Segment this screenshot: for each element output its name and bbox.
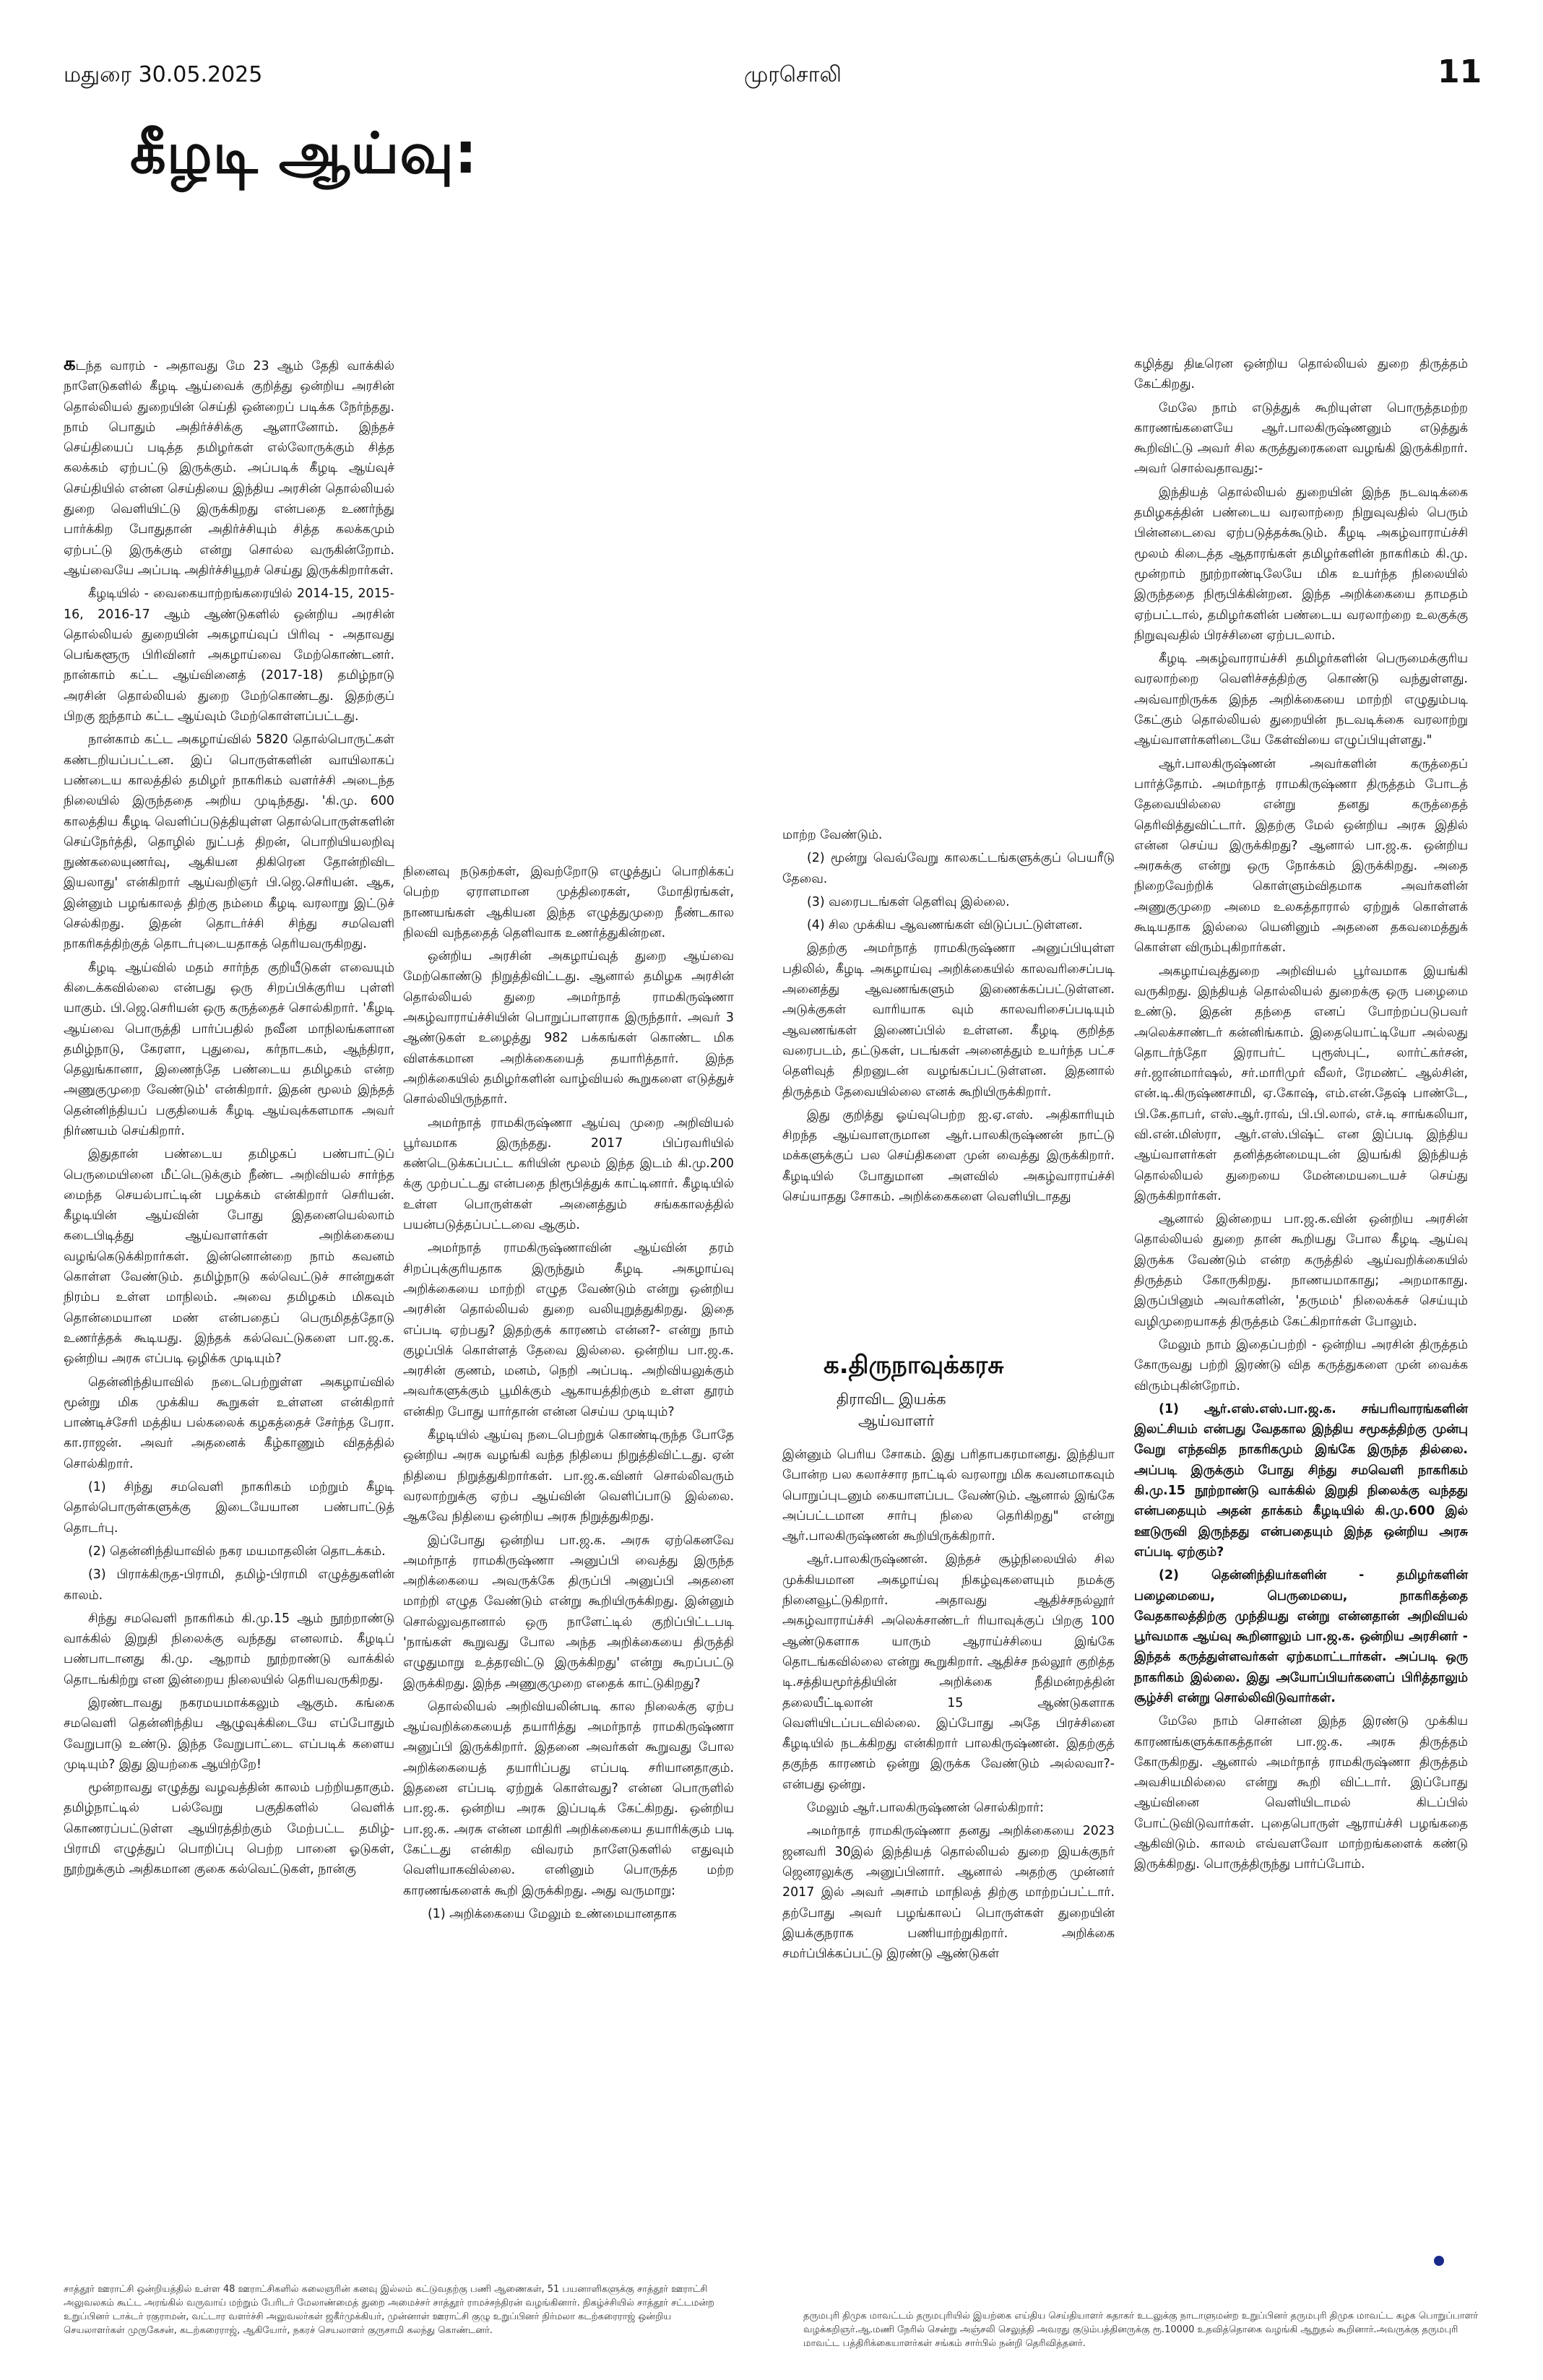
paragraph: கீழடியில் - வைகையாற்றங்கரையில் 2014-15, 2015-16, 2016-17 ஆம் ஆண்டுகளில் ஒன்றிய அரசின் தொல்லியல் துறையின் அகழாய்வுப் பிரிவு - அதாவது பெங்களூரு பிரிவினர் அகழாய்வை மேற்கொண்டனர். நான்காம் கட்ட ஆய்வினைத் (2017-18) தமிழ்நாடு அரசின் தொல்லியல் துறை மேற்கொண்டது. இதற்குப் பிறகு ஐந்தாம் கட்ட ஆய்வும் மேற்கொள்ளப்பட்டது. [64, 587, 394, 724]
article-column-2 [403, 862, 734, 1927]
paragraph: இப்போது ஒன்றிய பா.ஜ.க. அரசு ஏற்கெனவே அமர்நாத் ராமகிருஷ்ணா அனுப்பி வைத்து இருந்த அறிக்கையை அவருக்கே திருப்பி அனுப்பி அதனை மாற்றி எழுத வேண்டும் என்று கூறியிருக்கிறது. இன்னும் சொல்லுவதானால் ஒரு நாளேட்டில் குறிப்பிட்டபடி 'நாங்கள் கூறுவது போல அந்த அறிக்கையை திருத்தி எழுதுமாறு உத்தரவிட்டு இருக்கிறது' என்று கூறப்பட்டு இருக்கிறது. இந்த அணுகுமுறை எதைக் காட்டுகிறது? [403, 1533, 734, 1691]
paragraph: மூன்றாவது எழுத்து வழவத்தின் காலம் பற்றியதாகும். தமிழ்நாட்டில் பல்வேறு பகுதிகளில் வெளிக் கொணரப்பட்டுள்ள ஆயிரத்திற்கும் மேற்பட்ட தமிழ்-பிராமி எழுத்துப் பொறிப்பு பெற்ற பானை ஓடுகள், நூற்றுக்கும் அதிகமான குகை கல்வெட்டுகள், நான்கு [64, 1780, 394, 1877]
page-number: 11 [1438, 53, 1482, 90]
article-column-4 [1134, 354, 1468, 1878]
paragraph: கீழடியில் ஆய்வு நடைபெற்றுக் கொண்டிருந்த போதே ஒன்றிய அரசு வழங்கி வந்த நிதியை நிறுத்திவிட்டது. ஏன் நிதியை நிறுத்துகிறார்கள். பா.ஜ.க.வினர் சொல்லிவரும் வரலாற்றுக்கு ஏற்ப ஆய்வின் வெளிப்பாடு இல்லை. ஆகவே நிதியை ஒன்றிய அரசு நிறுத்துகிறது. [403, 1428, 734, 1525]
paragraph: இன்னும் பெரிய சோகம். இது பரிதாபகரமானது. இந்தியா போன்ற பல கலாச்சார நாட்டில் வரலாறு மிக கவனமாகவும் பொறுப்புடனும் கையாளப்பட வேண்டும். ஆனால் இங்கே அப்பட்டமான சார்பு நிலை தெரிகிறது" என்று ஆர்.பாலகிருஷ்ணன் கூறியிருக்கிறார். [782, 1448, 1115, 1544]
paragraph: (3) பிராக்கிருத-பிராமி, தமிழ்-பிராமி எழுத்துகளின் காலம். [64, 1567, 394, 1603]
paragraph: மேலே நாம் எடுத்துக் கூறியுள்ள பொருத்தமற்ற காரணங்களையே ஆர்.பாலகிருஷ்ணனும் எடுத்துக் கூறிவிட்டு அவர் சில கருத்துரைகளை வழங்கி இருக்கிறார். அவர் சொல்வதாவது:- [1134, 400, 1468, 477]
article-title: கீழடி ஆய்வு: [130, 121, 478, 186]
author-name: க.திருநாவுக்கரசு [824, 1351, 1004, 1380]
paragraph: இது குறித்து ஓய்வுபெற்ற ஐ.ஏ.எஸ். அதிகாரியும் சிறந்த ஆய்வாளருமான ஆர்.பாலகிருஷ்ணன் நாட்டு மக்களுக்குப் பல செய்திகளை முன் வைத்து இருக்கிறார். கீழடியில் போதுமான அளவில் அகழ்வாராய்ச்சி செய்யாதது சோகம். அறிக்கைகளை வெளியிடாதது [782, 1107, 1115, 1205]
paragraph: இதற்கு அமர்நாத் ராமகிருஷ்ணா அனுப்பியுள்ள பதிலில், கீழடி அகழாய்வு அறிக்கையில் காலவரிசைப்படி அனைத்து ஆவணங்களும் இணைக்கப்பட்டுள்ளன. அடுக்குகள் வாரியாக வும் காலவரிசைப்படியும் ஆவணங்கள் இணைப்பில் உள்ளன. கீழடி குறித்த வரைபடம், தட்டுகள், படங்கள் அனைத்தும் உயர்ந்த பட்ச தெளிவுத் திறனுடன் வழங்கப்பட்டுள்ளன. இதனால் திருத்தம் தேவையில்லை எனக் கூறியிருக்கிறார். [782, 941, 1115, 1099]
paragraph: ஆர்.பாலகிருஷ்ணன் அவர்களின் கருத்தைப் பார்த்தோம். அமர்நாத் ராமகிருஷ்ணா திருத்தம் போடத் தேவையில்லை என்று தனது கருத்தைத் தெரிவித்துவிட்டார். இதற்கு மேல் ஒன்றிய அரசு இதில் என்ன செய்ய இருக்கிறது? ஆனால் பா.ஜ.க. ஒன்றிய அரசுக்கு என்று ஒரு நோக்கம் இருக்கிறது. அதை நிறைவேற்றிக் கொள்ளும்விதமாக அவர்களின் அணுகுமுறை அமை உலகத்தாரால் ஏற்றுக் கொள்ளக் கூடியதாக இல்லை யெனினும் அதனை தகவமைத்துக் கொள்ள விரும்புகிறார்கள். [1134, 756, 1468, 956]
paragraph: அகழாய்வுத்துறை அறிவியல் பூர்வமாக இயங்கி வருகிறது. இந்தியத் தொல்லியல் துறைக்கு ஒரு பழைமை உண்டு. இதன் தந்தை எனப் போற்றப்படுபவர் அலெக்சாண்டர் கன்னிங்காம். இதையொட்டியோ அல்லது தொடர்ந்தோ இராபர்ட் புரூஸ்புட், லார்ட்கர்சன், சர்.ஜான்மார்ஷல், சர்.மாரிமுர் வீலர், ரேமண்ட் ஆல்சின், என்.டி.கிருஷ்ணசாமி, ஏ.கோஷ், எம்.என்.தேஷ் பாண்டே, பி.கே.தாபர், எஸ்.ஆர்.ராவ், பி.பி.லால், எச்.டி சாங்கலியா, வி.என்.மிஸ்ரா, ஆர்.எஸ்.பிஷ்ட் என இப்படி இந்திய ஆய்வாளர்கள் தனித்தன்மையுடன் இயங்கி இந்தியத் தொல்லியல் துறையை மேன்மையடையச் செய்து இருக்கிறார்கள். [1134, 964, 1468, 1203]
paragraph: இந்தியத் தொல்லியல் துறையின் இந்த நடவடிக்கை தமிழகத்தின் பண்டைய வரலாற்றை நிறுவுவதில் பெரும் பின்னடைவை ஏற்படுத்தக்கூடும். கீழடி அகழ்வாராய்ச்சி மூலம் கிடைத்த ஆதாரங்கள் தமிழர்களின் நாகரிகம் கி.மு. மூன்றாம் நூற்றாண்டிலேயே மிக உயர்ந்த நிலையில் இருந்ததை நிரூபிக்கின்றன. இந்த அறிக்கையை தாமதம் ஏற்பட்டால், தமிழர்களின் பண்டைய வரலாற்றை உலகுக்கு நிறுவுவதில் பிரச்சினை ஏற்படலாம். [1134, 485, 1468, 643]
paragraph: (3) வரைபடங்கள் தெளிவு இல்லை. [807, 894, 1010, 909]
paragraph: அமர்நாத் ராமகிருஷ்ணா ஆய்வு முறை அறிவியல் பூர்வமாக இருந்தது. 2017 பிப்ரவரியில் கண்டெடுக்கப்பட்ட கரியின் மூலம் இந்த இடம் கி.மு.200 க்கு முற்பட்டது என்பதை நிரூபித்துக் காட்டினார். கீழடியில் உள்ள பொருள்கள் அனைத்தும் சங்ககாலத்தில் பயன்படுத்தப்பட்டவை ஆகும். [403, 1115, 734, 1233]
paragraph: அமர்நாத் ராமகிருஷ்ணா தனது அறிக்கையை 2023 ஜனவரி 30இல் இந்தியத் தொல்லியல் துறை இயக்குநர் ஜெனரலுக்கு அனுப்பினார். ஆனால் அதற்கு முன்னர் 2017 இல் அவர் அசாம் மாநிலத் திற்கு மாற்றப்பட்டார். தற்போது அவர் பழங்காலப் பொருள்கள் துறையின் இயக்குநராக பணியாற்றுகிறார். அறிக்கை சமர்ப்பிக்கப்பட்டு இரண்டு ஆண்டுகள் [782, 1824, 1115, 1962]
paragraph: மேலே நாம் சொன்ன இந்த இரண்டு முக்கிய காரணங்களுக்காகத்தான் பா.ஜ.க. அரசு திருத்தம் கோருகிறது. ஆனால் அமர்நாத் ராமகிருஷ்ணா திருத்தம் அவசியமில்லை என்று கூறி விட்டார். இப்போது ஆய்வினை வெளியிடாமல் கிடப்பில் போட்டுவிடுவார்கள். புதைபொருள் ஆராய்ச்சி பழங்கதை ஆகிவிடும். காலம் எவ்வளவோ மாற்றங்களைக் கண்டு இருக்கிறது. பொருத்திருந்து பார்ப்போம். [1134, 1714, 1468, 1872]
paragraph: ஆனால் இன்றைய பா.ஜ.க.வின் ஒன்றிய அரசின் தொல்லியல் துறை தான் கூறியது போல கீழடி ஆய்வு இருக்க வேண்டும் என்ற கருத்தில் ஆய்வறிக்கையில் திருத்தம் கோருகிறது. நாணயமாகாது; அறமாகாது. இருப்பினும் அவர்களின், 'தருமம்' நிலைக்கச் செய்யும் வழிமுறையாகத் திருத்தம் கேட்கிறார்கள் போலும். [1134, 1212, 1468, 1329]
paragraph: கழித்து திடீரென ஒன்றிய தொல்லியல் துறை திருத்தம் கேட்கிறது. [1134, 357, 1468, 392]
paragraph: தென்னிந்தியாவில் நடைபெற்றுள்ள அகழாய்வில் மூன்று மிக முக்கிய கூறுகள் உள்ளன என்கிறார் பாண்டிச்சேரி மத்திய பல்கலைக் கழகத்தைச் சேர்ந்த பேரா. கா.ராஜன். அவர் அதனைக் கீழ்காணும் விதத்தில் சொல்கிறார். [64, 1375, 394, 1471]
paragraph: மேலும் ஆர்.பாலகிருஷ்ணன் சொல்கிறார்: [807, 1801, 1045, 1816]
article-end-dot-icon [1434, 2256, 1444, 2266]
paragraph: தொல்லியல் அறிவியலின்படி கால நிலைக்கு ஏற்ப ஆய்வறிக்கையைத் தயாரித்து அமர்நாத் ராமகிருஷ்ணா அனுப்பி இருக்கிறார். இதனை அவர்கள் கூறுவது போல அறிக்கையைத் தயாரிப்பது எப்படி சரியானதாகும். இதனை எப்படி ஏற்றுக் கொள்வது? என்ன பொருளில் பா.ஜ.க. ஒன்றிய அரசு இப்படிக் கேட்கிறது. ஒன்றிய பா.ஜ.க. அரசு என்ன மாதிரி அறிக்கையை தயாரிக்கும் படி கேட்டது என்கிற விவரம் நாளேடுகளில் எதுவும் வெளியாகவில்லை. எனினும் பொருத்த மற்ற காரணங்களைக் கூறி இருக்கிறது. அது வருமாறு: [403, 1699, 734, 1898]
paragraph-text: டந்த வாரம் - அதாவது மே 23 ஆம் தேதி வாக்கில் நாளேடுகளில் கீழடி ஆய்வைக் குறித்து ஒன்றிய அரசின் தொல்லியல் துறையின் செய்தி ஒன்றைப் படிக்க நேர்ந்தது. நாம் பொதும் அதிர்ச்சிக்கு ஆளானோம். இந்தச் செய்தியைப் படித்த தமிழர்கள் எல்லோருக்கும் சித்த கலக்கம் ஏற்பட்டு இருக்கும். அப்படிக் கீழடி ஆய்வுச் செய்தியில் என்ன செய்தியை இந்திய அரசின் தொல்லியல் துறை வெளியிட்டு இருக்கிறது என்பதை உணர்ந்து பார்க்கிற போதுதான் அதிர்ச்சியும் சித்த கலக்கமும் ஏற்பட்டு இருக்கும் என்று சொல்ல வருகின்றோம். ஆய்வையே அப்படி அதிர்ச்சியூறச் செய்து இருக்கிறார்கள். [64, 359, 394, 578]
paragraph: (4) சில முக்கிய ஆவணங்கள் விடுப்பட்டுள்ளன. [807, 918, 1083, 933]
author-role [837, 1388, 1003, 1432]
paragraph: ஒன்றிய அரசின் அகழாய்வுத் துறை ஆய்வை மேற்கொண்டு நிறுத்திவிட்டது. ஆனால் தமிழக அரசின் தொல்லியல் துறை அமர்நாத் ராமகிருஷ்ணா அகழ்வாராய்ச்சியின் பொறுப்பாளராக இருந்தார். அவர் 3 ஆண்டுகள் உழைத்து 982 பக்கங்கள் கொண்ட மிக விளக்கமான அறிக்கையைத் தயாரித்தார். இந்த அறிக்கையில் தமிழர்களின் வாழ்வியல் கூறுகளை எடுத்துச் சொல்லியிருந்தார். [403, 949, 734, 1107]
paragraph: நான்காம் கட்ட அகழாய்வில் 5820 தொல்பொருட்கள் கண்டறியப்பட்டன. இப் பொருள்களின் வாயிலாகப் பண்டைய காலத்தில் தமிழர் நாகரிகம் வளர்ச்சி அடைந்த நிலையில் இருந்ததை அறிய முடிந்தது. 'கி.மு. 600 காலத்திய கீழடி வெளிப்படுத்தியுள்ள தொல்பொருள்களின் செய்நேர்த்தி, தொழில் நுட்பத் திறன், பொறியியலறிவு நுண்கலையுணர்வு, ஆகியன திகிரென தோன்றிவிட இயலாது' என்கிறார் ஆய்வறிஞர் பி.ஜெ.செரியன். ஆக, இன்னும் பழங்காலத் திற்கு நம்மை கீழடி வரலாறு இட்டுச் செல்கிறது. இதன் தொடர்ச்சி சிந்து சமவெளி நாகரிகத்திற்குத் தொடர்புடையதாகத் தெரியவருகிறது. [64, 732, 394, 952]
header-date: மதுரை 30.05.2025 [64, 62, 263, 87]
paragraph: கீழடி ஆய்வில் மதம் சார்ந்த குறியீடுகள் எவையும் கிடைக்கவில்லை என்பது ஒரு சிறப்பிக்குரிய புள்ளி யாகும். பி.ஜெ.செரியன் ஒரு கருத்தைச் சொல்கிறார். 'கீழடி ஆய்வை பொருத்தி பார்ப்பதில் நவீன மாநிலங்களான தமிழ்நாடு, கேரளா, புதுவை, கர்நாடகம், ஆந்திரா, தெலுங்கானா, இணைந்தே பண்டைய தமிழகம் என்ற அணுகுமுறை வேண்டும்' என்கிறார். இதன் மூலம் இந்தத் தென்னிந்தியப் பகுதியைக் கீழடி ஆய்வுக்களமாக அவர் நிர்ணயம் செய்கிறார். [64, 960, 394, 1138]
footer-caption-right: தருமபுரி திமுக மாவட்டம் தருமபுரியில் இயற்கை எய்திய செய்தியாளர் சுதாகர் உடலுக்கு நாடாளுமன்ற உறுப்பினர் தருமபுரி திமுக மாவட்ட கழக பொறுப்பாளர் வழக்கறிஞர்.ஆ.மணி நேரில் சென்று அஞ்சலி செலுத்தி அவரது குடும்பத்தினருக்கு ரூ.10000 உதவித்தொகை வழங்கி ஆறுதல் கூறினார்.அவருக்கு தருமபுரி மாவட்ட பத்திரிக்கையாளர்கள் சங்கம் சார்பில் நன்றி தெரிவித்தனர். [803, 2311, 1479, 2349]
paragraph: (2) தென்னிந்தியாவில் நகர மயமாதலின் தொடக்கம். [88, 1544, 386, 1559]
paragraph: மேலும் நாம் இதைப்பற்றி - ஒன்றிய அரசின் திருத்தம் கோருவது பற்றி இரண்டு வித கருத்துகளை முன் வைக்க விரும்புகின்றோம். [1134, 1337, 1468, 1393]
author-role-line: ஆய்வாளர் [858, 1412, 935, 1429]
paragraph: (1) சிந்து சமவெளி நாகரிகம் மற்றும் கீழடி தொல்பொருள்களுக்கு இடையேயான பண்பாட்டுத் தொடர்பு. [64, 1480, 394, 1536]
paragraph-highlight: (1) ஆர்.எஸ்.எஸ்.பா.ஜ.க. சங்பரிவாரங்களின் இலட்சியம் என்பது வேதகால இந்திய சமூகத்திற்கு முன்பு வேறு எந்தவித நாகரிகமும் இங்கே இருந்த தில்லை. அப்படி இருக்கும் போது சிந்து சமவெளி நாகரிகம் கி.மு.15 நூற்றாண்டு வாக்கில் இறுதி நிலைக்கு வந்தது என்பதையும் அதன் தாக்கம் கீழடியில் கி.மு.600 இல் ஊடுருவி இருந்தது என்பதையும் இந்த ஒன்றிய அரசு எப்படி ஏற்கும்? [1134, 1401, 1468, 1559]
article-column-1 [64, 354, 394, 1883]
footer-caption-left: சாத்தூர் ஊராட்சி ஒன்றியத்தில் உள்ள 48 ஊராட்சிகளில் கலைஞரின் கனவு இல்லம் கட்டுவதற்கு பணி ஆணைகள், 51 பயனாளிகளுக்கு சாத்தூர் ஊராட்சி அலுவலகம் கூட்ட அரங்கில் வருவாய் மற்றும் பேரிடர் மேலாண்மைத் துறை அமைச்சர் சாத்தூர் ராமச்சந்திரன் வழங்கினார். நிகழ்ச்சியில் சாத்தூர் சட்டமன்ற உறுப்பினர் டாக்டர் ரகுராமன், வட்டார வளர்ச்சி அலுவலர்கள் ஜகீர்முக்கியர், முன்னாள் ஊராட்சி குழு உறுப்பினர் நிர்மலா கடற்கரைராஜ் ஒன்றிய செயலாளர்கள் முருகேசன், கடற்கரைராஜ், ஆகியோர், நகரச் செயலாளர் குருசாமி கலந்து கொண்டனர். [64, 2284, 714, 2336]
drop-cap: க [64, 353, 76, 375]
paragraph: (2) மூன்று வெவ்வேறு காலகட்டங்களுக்குப் பெயரீடு தேவை. [782, 851, 1115, 886]
article-column-3-bottom [782, 1445, 1115, 1967]
paragraph: அமர்நாத் ராமகிருஷ்ணாவின் ஆய்வின் தரம் சிறப்புக்குரியதாக இருந்தும் கீழடி அகழாய்வு அறிக்கையை மாற்றி எழுத வேண்டும் என்று ஒன்றிய அரசின் தொல்லியல் துறை வலியுறுத்துகிறது. இதை எப்படி ஏற்பது? இதற்குக் காரணம் என்ன?- என்று நாம் குழப்பிக் கொள்ளத் தேவை இல்லை. ஒன்றிய பா.ஜ.க. அரசின் குணம், மனம், நெறி அப்படி. அறிவியலுக்கும் அவர்களுக்கும் பூமிக்கும் ஆகாயத்திற்கும் உள்ள தூரம் என்கிற போது யார்தான் என்ன செய்ய முடியும்? [403, 1241, 734, 1419]
paragraph: கீழடி அகழ்வாராய்ச்சி தமிழர்களின் பெருமைக்குரிய வரலாற்றை வெளிச்சத்திற்கு கொண்டு வந்துள்ளது. அவ்வாறிருக்க இந்த அறிக்கையை மாற்றி எழுதும்படி கேட்கும் தொல்லியல் துறையின் நடவடிக்கை வரலாற்று ஆய்வாளர்களிடையே கேள்வியை எழுப்பியுள்ளது." [1134, 652, 1468, 748]
paragraph: நினைவு நடுகற்கள், இவற்றோடு எழுத்துப் பொறிக்கப் பெற்ற ஏராளமான முத்திரைகள், மோதிரங்கள், நாணயங்கள் ஆகியன இந்த எழுத்துமுறை நீண்டகால நிலவி வந்ததைத் தெளிவாக உணர்த்துகின்றன. [403, 865, 734, 940]
author-role-line: திராவிட இயக்க [837, 1390, 946, 1408]
article-column-3-top [782, 825, 1115, 1210]
paragraph: இதுதான் பண்டைய தமிழகப் பண்பாட்டுப் பெருமையினை மீட்டெடுக்கும் நீண்ட அறிவியல் சார்ந்த மைந்த செயல்பாட்டின் பழக்கம் என்கிறார் செரியன். கீழடியின் ஆய்வின் போது இதனையெல்லாம் கடைபிடித்து ஆய்வாளர்கள் அறிக்கையை வழங்கெடுக்கிறார்கள். இன்னொன்றை நாம் கவனம் கொள்ள வேண்டும். தமிழ்நாடு கல்வெட்டுச் சான்றுகள் நிரம்ப உள்ள மாநிலம். அவை தமிழகம் மிகவும் தொன்மையான மண் என்பதைப் பெருமிதத்தோடு உணர்த்தக் கூடியது. இந்தக் கல்வெட்டுகளை பா.ஜ.க. ஒன்றிய அரசு எப்படி ஒழிக்க முடியும்? [64, 1147, 394, 1367]
paragraph: இரண்டாவது நகரமயமாக்கலும் ஆகும். கங்கை சமவெளி தென்னிந்திய ஆழுவுக்கிடையே எப்போதும் வேறுபாடு உண்டு. இந்த வேறுபாட்டை எப்படிக் களைய முடியும்? இது இயற்கை ஆயிற்றே! [64, 1696, 394, 1772]
paragraph: ஆர்.பாலகிருஷ்ணன். இந்தச் சூழ்நிலையில் சில முக்கியமான அகழாய்வு நிகழ்வுகளையும் நமக்கு நினைவூட்டுகிறார். அதாவது ஆதிச்சநல்லூர் அகழ்வாராய்ச்சி அலெக்சாண்டர் ரியாவுக்குப் பிறகு 100 ஆண்டுகளாக யாரும் ஆராய்ச்சியை இங்கே தொடங்கவில்லை என்று கூறுகிறார். ஆதிச்ச நல்லூர் குறித்த டி.சத்தியமூர்த்தியின் அறிக்கை நீதிமன்றத்தின் தலையீட்டிலான் 15 ஆண்டுகளாக வெளியிடப்படவில்லை. இப்போது அதே பிரச்சினை கீழடியில் நடக்கிறது என்கிறார் பாலகிருஷ்ணன். இதற்குத் தகுந்த காரணம் ஒன்று இருக்க வேண்டும் அல்லவா?-என்பது ஒன்று. [782, 1552, 1115, 1792]
paragraph: (1) அறிக்கையை மேலும் உண்மையானதாக [428, 1906, 677, 1921]
author-byline [824, 1351, 1003, 1432]
paragraph: மாற்ற வேண்டும். [782, 828, 883, 842]
header-newspaper-name: முரசொலி [744, 62, 842, 87]
paragraph [64, 354, 394, 581]
paragraph-highlight: (2) தென்னிந்தியர்களின் - தமிழர்களின் பழைமையை, பெருமையை, நாகரிகத்தை வேதகாலத்திற்கு முந்தியது என்று என்னதான் அறிவியல் பூர்வமாக ஆய்வு கூறினாலும் பா.ஜ.க. ஒன்றிய அரசினர் - இந்தக் கருத்துள்ளவர்கள் ஏற்கமாட்டார்கள். அப்படி ஒரு நாகரிகம் இல்லை. இது அயோப்பியர்களைப் பிரித்தாலும் சூழ்ச்சி என்று சொல்லிவிடுவார்கள். [1134, 1568, 1468, 1705]
paragraph: சிந்து சமவெளி நாகரிகம் கி.மு.15 ஆம் நூற்றாண்டு வாக்கில் இறுதி நிலைக்கு வந்தது எனலாம். கீழடிப் பண்பாடானது கி.மு. ஆறாம் நூற்றாண்டு வாக்கில் தொடங்கிற்று என இன்றைய நிலையில் தெரியவருகிறது. [64, 1611, 394, 1687]
